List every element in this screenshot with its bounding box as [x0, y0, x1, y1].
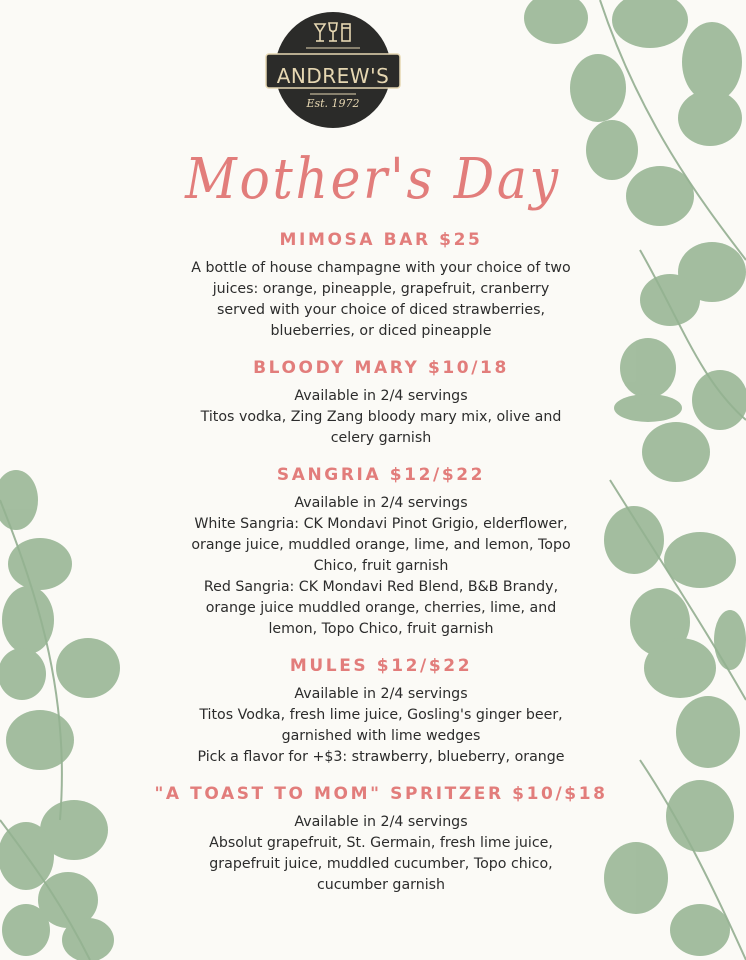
section-line: Available in 2/4 servings	[294, 686, 468, 702]
section-line: A bottle of house champagne with your choice of two	[191, 260, 571, 276]
section-line: juices: orange, pineapple, grapefruit, cranberry	[212, 281, 550, 297]
section-line: Titos vodka, Zing Zang bloody mary mix, olive and	[200, 409, 562, 425]
menu-section-sangria	[96, 463, 666, 640]
section-line: orange juice muddled orange, cherries, lime, and	[205, 600, 557, 616]
menu-section-bloody-mary	[96, 356, 666, 449]
section-line: White Sangria: CK Mondavi Pinot Grigio, elderflower,	[194, 516, 568, 532]
page-title: Mother's Day	[185, 147, 561, 212]
section-heading: "A TOAST TO MOM" SPRITZER $10/$18	[154, 784, 608, 804]
logo-name: ANDREW'S	[276, 64, 390, 88]
section-line: garnished with lime wedges	[281, 728, 481, 744]
section-heading: MULES $12/$22	[289, 656, 473, 676]
section-line: cucumber garnish	[316, 877, 446, 893]
section-heading: SANGRIA $12/$22	[276, 465, 486, 485]
andrews-logo	[262, 10, 404, 130]
section-heading: MIMOSA BAR $25	[279, 230, 483, 250]
section-line: Absolut grapefruit, St. Germain, fresh lime juice,	[209, 835, 553, 851]
section-line: Pick a flavor for +$3: strawberry, blueberry, orange	[197, 749, 565, 765]
menu-section-mimosa-bar	[96, 228, 666, 342]
section-line: Red Sangria: CK Mondavi Red Blend, B&B Brandy,	[203, 579, 559, 595]
section-line: Titos Vodka, fresh lime juice, Gosling's ginger beer,	[199, 707, 563, 723]
section-line: Available in 2/4 servings	[294, 814, 468, 830]
section-line: Chico, fruit garnish	[313, 558, 449, 574]
section-heading: BLOODY MARY $10/18	[253, 358, 509, 378]
section-line: celery garnish	[330, 430, 432, 446]
menu-sections	[96, 228, 666, 896]
section-line: grapefruit juice, muddled cucumber, Topo chico,	[209, 856, 553, 872]
menu-section-mules	[96, 654, 666, 768]
menu-section-spritzer	[96, 782, 666, 896]
section-line: lemon, Topo Chico, fruit garnish	[268, 621, 494, 637]
section-line: Available in 2/4 servings	[294, 495, 468, 511]
section-line: blueberries, or diced pineapple	[270, 323, 492, 339]
section-line: served with your choice of diced strawberries,	[216, 302, 546, 318]
section-line: orange juice, muddled orange, lime, and lemon, Topo	[191, 537, 571, 553]
logo-established: Est. 1972	[306, 97, 360, 110]
section-line: Available in 2/4 servings	[294, 388, 468, 404]
